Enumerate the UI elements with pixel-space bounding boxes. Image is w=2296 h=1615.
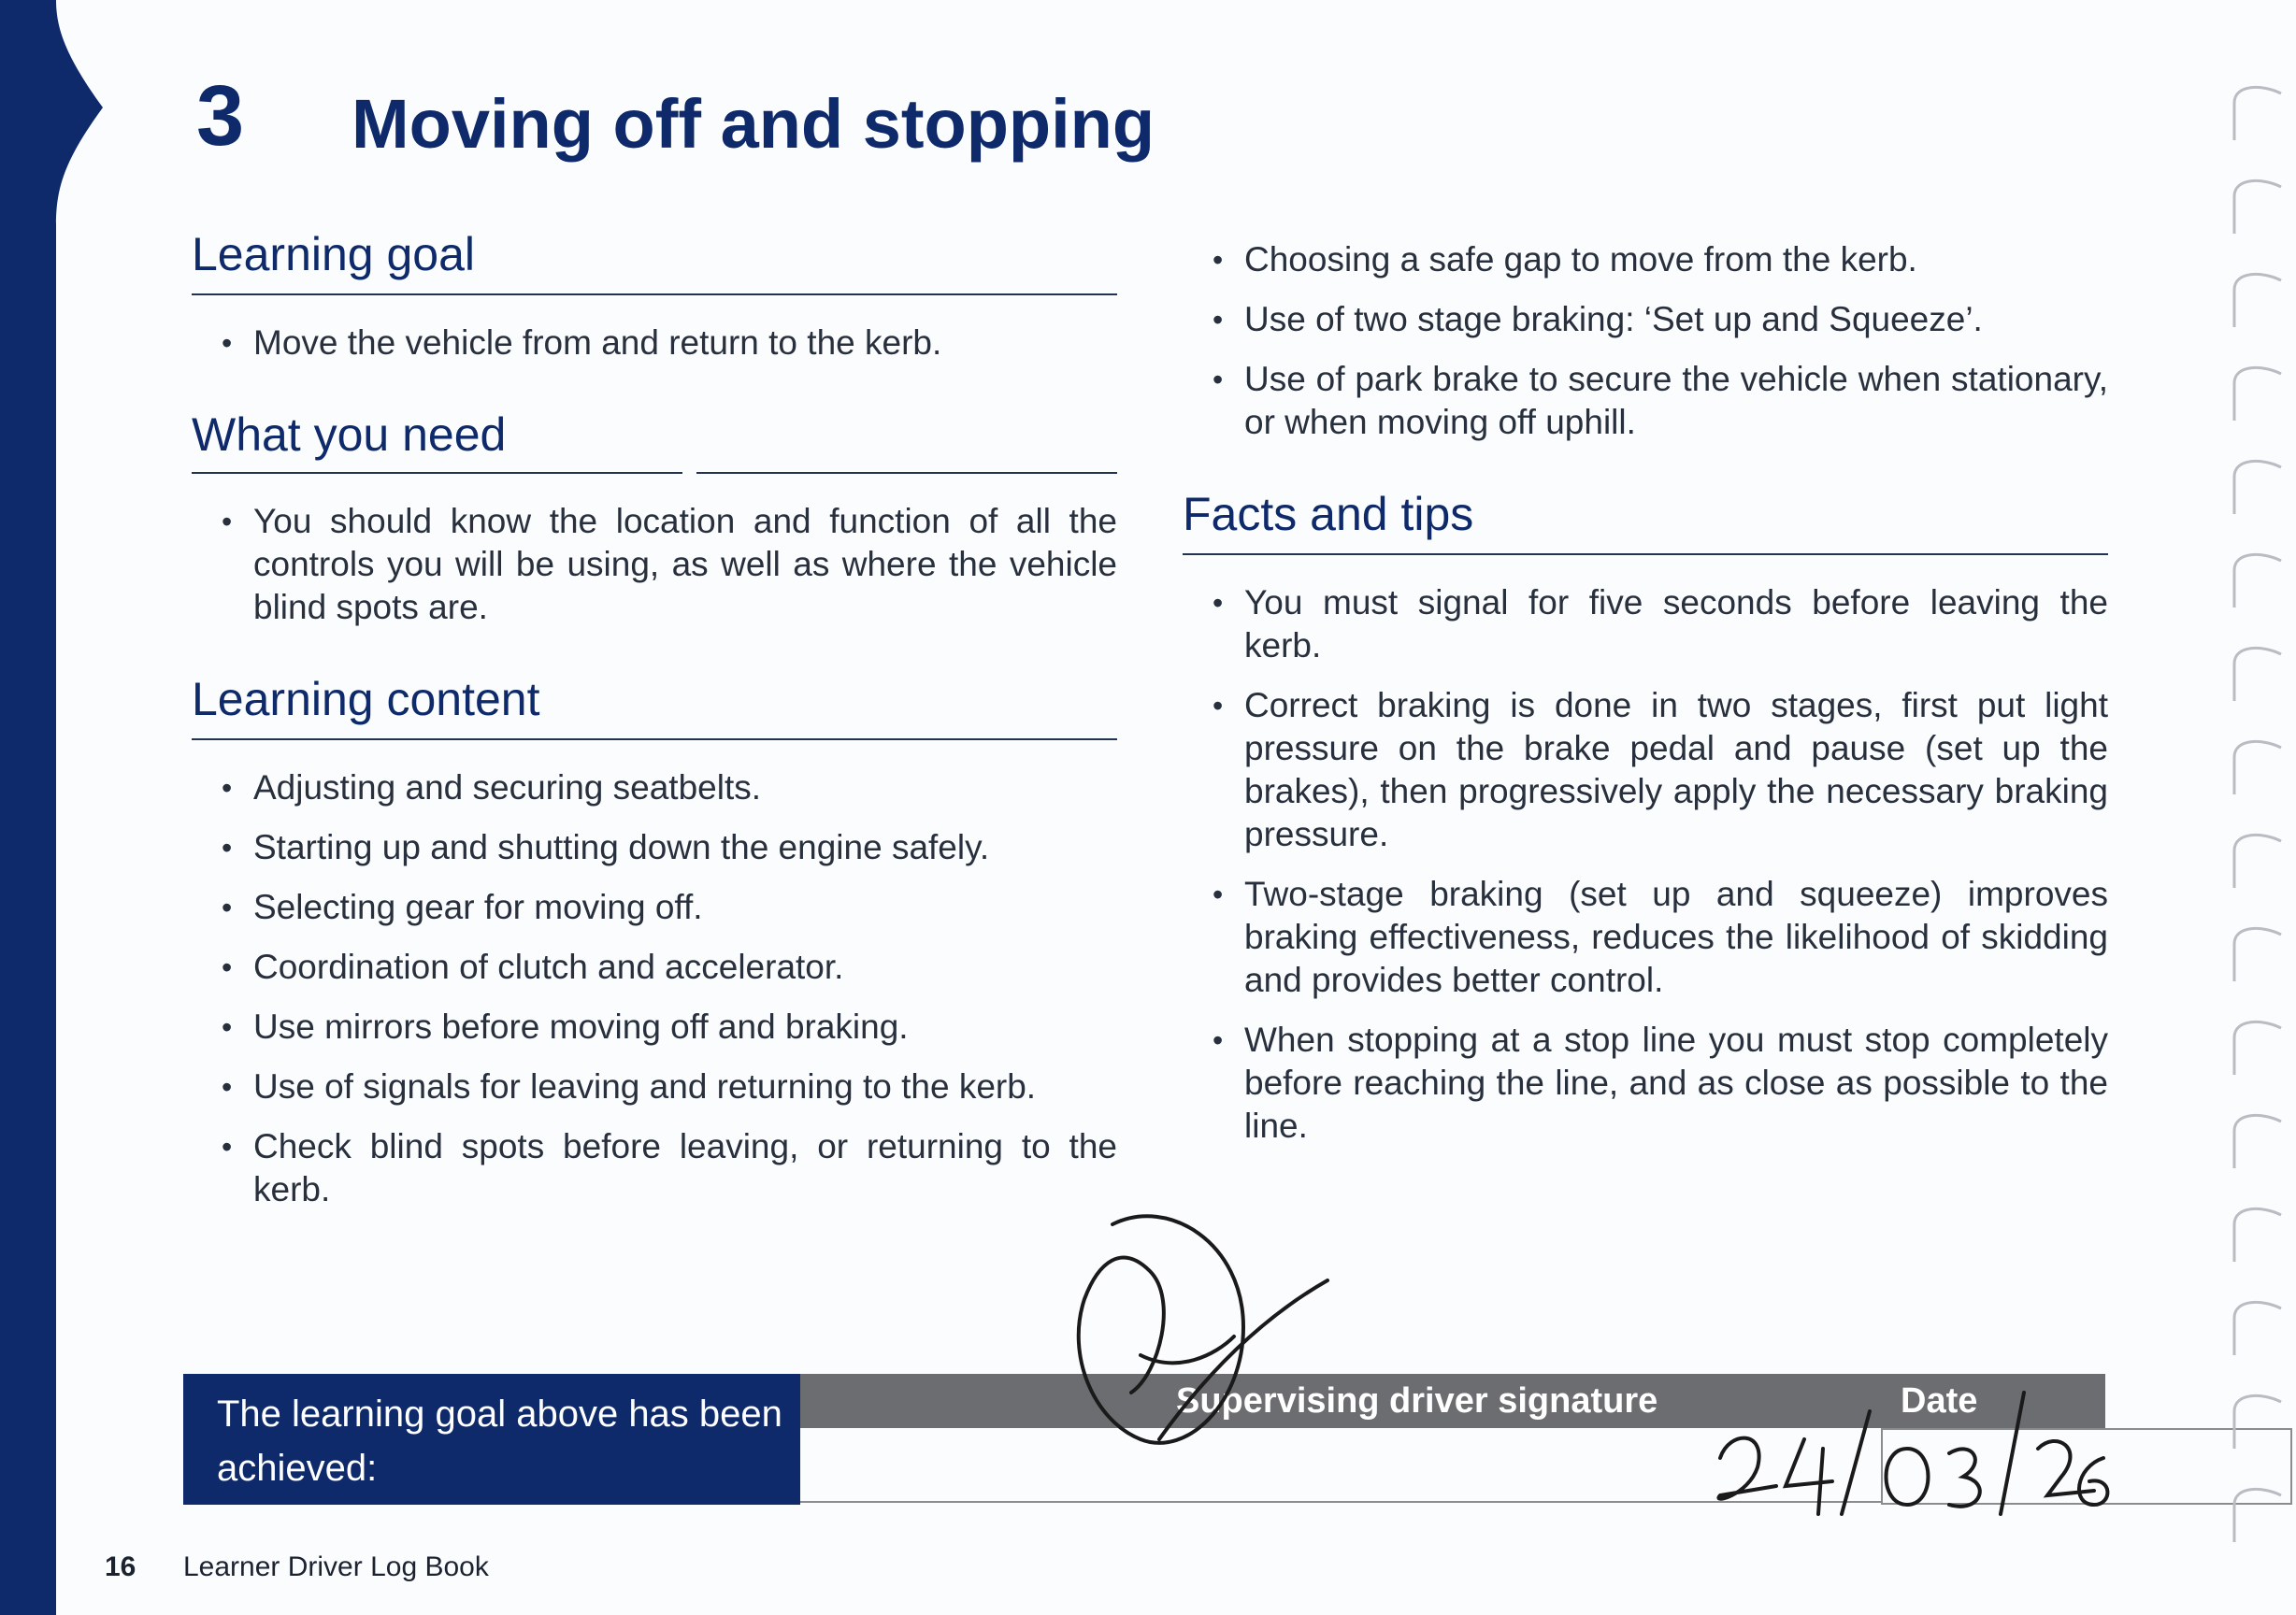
learning-goal-list xyxy=(192,322,1117,364)
chapter-number: 3 xyxy=(196,68,245,164)
what-you-need-list xyxy=(192,500,1117,629)
list-item: • You must signal for five seconds before leaving the kerb. xyxy=(1183,581,2108,667)
list-item: • Correct braking is done in two stages, first put light pressure on the brake pedal and pause (set up the brakes), then progressively apply the necessary braking pressure. xyxy=(1183,684,2108,856)
list-item: • Selecting gear for moving off. xyxy=(192,886,1117,929)
learning-content-list xyxy=(192,766,1117,1211)
list-item: • Move the vehicle from and return to the kerb. xyxy=(192,322,1117,364)
right-column xyxy=(1183,238,2108,1193)
list-item: • Choosing a safe gap to move from the kerb. xyxy=(1183,238,2108,281)
handwritten-signature xyxy=(1047,1206,1356,1477)
list-item: • Coordination of clutch and accelerator. xyxy=(192,946,1117,989)
goal-achieved-label: The learning goal above has been achieved: xyxy=(183,1374,800,1505)
list-item: • Use of two stage braking: ‘Set up and Squeeze’. xyxy=(1183,298,2108,341)
facts-and-tips-list xyxy=(1183,581,2108,1148)
facts-and-tips-heading: Facts and tips xyxy=(1183,489,2108,555)
navy-spine-tab xyxy=(0,0,112,1615)
list-item: • Starting up and shutting down the engine safely. xyxy=(192,826,1117,869)
page-title: Moving off and stopping xyxy=(352,85,1155,163)
book-title: Learner Driver Log Book xyxy=(183,1551,489,1582)
spiral-binding xyxy=(2225,84,2296,1579)
list-item: • Use of park brake to secure the vehicle when stationary, or when moving off uphill. xyxy=(1183,358,2108,444)
list-item: • Use of signals for leaving and returning to the kerb. xyxy=(192,1065,1117,1108)
list-item: • When stopping at a stop line you must stop completely before reaching the line, and as close as possible to the line. xyxy=(1183,1019,2108,1148)
list-item: • Adjusting and securing seatbelts. xyxy=(192,766,1117,809)
learning-goal-heading: Learning goal xyxy=(192,229,1117,295)
signature-label: Supervising driver signature xyxy=(1176,1381,1658,1421)
list-item: • Use mirrors before moving off and braking. xyxy=(192,1006,1117,1049)
list-item: • Check blind spots before leaving, or returning to the kerb. xyxy=(192,1125,1117,1211)
what-you-need-heading: What you need xyxy=(192,409,1117,474)
list-item: • Two-stage braking (set up and squeeze) improves braking effectiveness, reduces the likelihood of skidding and provides better control. xyxy=(1183,873,2108,1002)
left-column xyxy=(192,229,1117,1256)
list-item: • You should know the location and function of all the controls you will be using, as well as where the vehicle blind spots are. xyxy=(192,500,1117,629)
date-label: Date xyxy=(1901,1381,1978,1421)
page-number: 16 xyxy=(105,1551,136,1582)
learning-content-heading: Learning content xyxy=(192,674,1117,740)
learning-content-continued-list xyxy=(1183,238,2108,444)
handwritten-date xyxy=(1701,1374,2113,1523)
